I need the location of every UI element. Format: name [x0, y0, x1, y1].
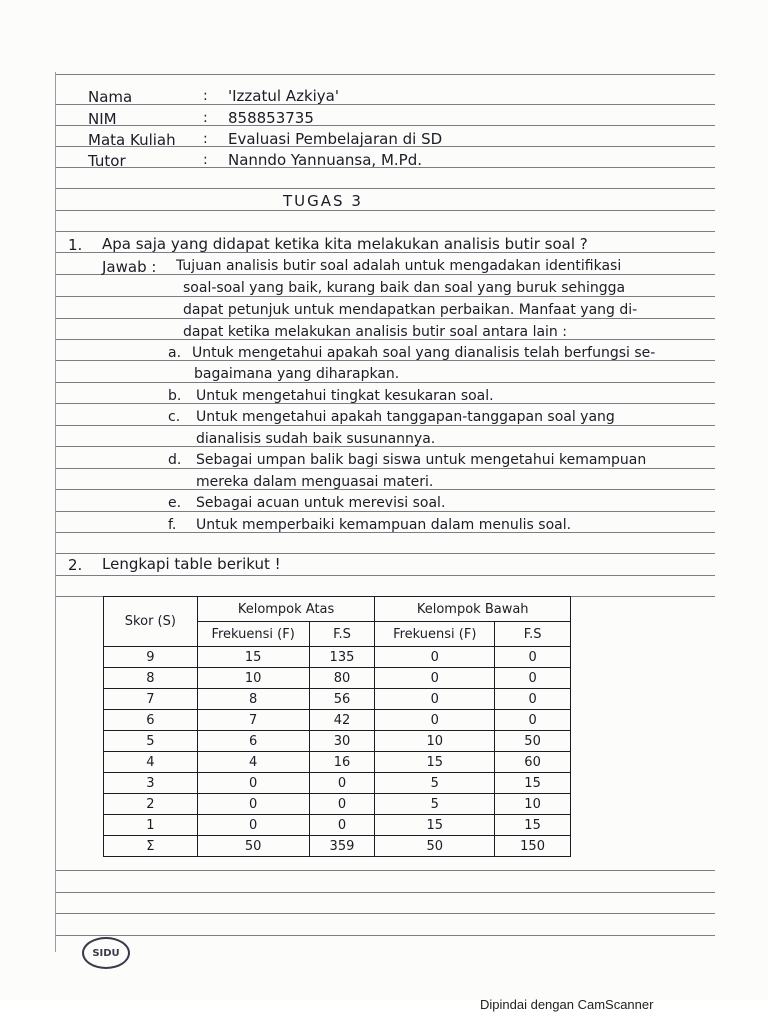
table-cell: 10 — [197, 668, 309, 689]
item-marker: f. — [168, 517, 177, 533]
table-cell: Σ — [104, 836, 198, 857]
table-cell: 16 — [309, 752, 375, 773]
ruled-line — [55, 870, 715, 871]
table-row — [104, 647, 571, 668]
ruled-line — [55, 553, 715, 554]
item-text: Sebagai umpan balik bagi siswa untuk mengetahui kemampuan — [196, 452, 647, 468]
table-cell: 4 — [197, 752, 309, 773]
table-cell: 80 — [309, 668, 375, 689]
table-row — [104, 815, 571, 836]
table-cell: 15 — [375, 815, 495, 836]
table-cell: 0 — [375, 689, 495, 710]
tutor-colon: : — [203, 152, 208, 168]
item-text: Untuk mengetahui apakah tanggapan-tanggapan soal yang — [196, 409, 615, 425]
table-cell: 0 — [375, 647, 495, 668]
table-cell: 0 — [309, 773, 375, 794]
table-row — [104, 773, 571, 794]
item-text: Untuk mengetahui tingkat kesukaran soal. — [196, 388, 494, 404]
table-cell: 15 — [197, 647, 309, 668]
score-table — [103, 596, 571, 857]
q2-question: Lengkapi table berikut ! — [102, 555, 281, 573]
bawah-fs-header: F.S — [495, 622, 571, 647]
ruled-line — [55, 210, 715, 211]
answer-line: dapat petunjuk untuk mendapatkan perbaikan. Manfaat yang di- — [183, 302, 638, 318]
table-cell: 150 — [495, 836, 571, 857]
scanner-watermark: Dipindai dengan CamScanner — [480, 997, 654, 1012]
group-bawah-header: Kelompok Bawah — [375, 597, 571, 622]
table-cell: 60 — [495, 752, 571, 773]
tutor-value: Nanndo Yannuansa, M.Pd. — [228, 151, 422, 169]
item-marker: d. — [168, 452, 182, 468]
table-row — [104, 668, 571, 689]
ruled-line — [55, 511, 715, 512]
table-cell: 0 — [309, 815, 375, 836]
table-cell: 15 — [495, 815, 571, 836]
table-cell: 1 — [104, 815, 198, 836]
ruled-line — [55, 892, 715, 893]
atas-frekuensi-header: Frekuensi (F) — [197, 622, 309, 647]
page-title: TUGAS 3 — [283, 192, 363, 210]
item-marker: a. — [168, 345, 182, 361]
nama-value: 'Izzatul Azkiya' — [228, 87, 339, 105]
answer-line: Tujuan analisis butir soal adalah untuk mengadakan identifikasi — [176, 258, 622, 274]
nim-label: NIM — [88, 110, 117, 128]
table-cell: 15 — [375, 752, 495, 773]
table-cell: 10 — [375, 731, 495, 752]
ruled-line — [55, 575, 715, 576]
group-atas-header: Kelompok Atas — [197, 597, 375, 622]
atas-fs-header: F.S — [309, 622, 375, 647]
table-cell: 0 — [375, 668, 495, 689]
item-marker: b. — [168, 388, 182, 404]
table-cell: 5 — [375, 773, 495, 794]
q2-number: 2. — [68, 556, 83, 574]
item-text: Sebagai acuan untuk merevisi soal. — [196, 495, 446, 511]
table-row — [104, 752, 571, 773]
table-cell: 0 — [495, 710, 571, 731]
ruled-line — [55, 913, 715, 914]
table-cell: 50 — [197, 836, 309, 857]
margin-line — [55, 72, 56, 952]
item-text: bagaimana yang diharapkan. — [194, 366, 400, 382]
table-cell: 30 — [309, 731, 375, 752]
ruled-line — [55, 318, 715, 319]
nim-value: 858853735 — [228, 109, 314, 127]
matkul-colon: : — [203, 131, 208, 147]
item-marker: e. — [168, 495, 182, 511]
table-cell: 50 — [375, 836, 495, 857]
table-row — [104, 836, 571, 857]
table-cell: 0 — [197, 815, 309, 836]
matkul-label: Mata Kuliah — [88, 131, 176, 149]
table-cell: 5 — [375, 794, 495, 815]
q1-number: 1. — [68, 236, 83, 254]
table-cell: 10 — [495, 794, 571, 815]
table-cell: 15 — [495, 773, 571, 794]
table-cell: 0 — [197, 773, 309, 794]
item-text: mereka dalam menguasai materi. — [196, 474, 434, 490]
table-cell: 9 — [104, 647, 198, 668]
table-cell: 2 — [104, 794, 198, 815]
table-row — [104, 731, 571, 752]
ruled-line — [55, 125, 715, 126]
table-cell: 5 — [104, 731, 198, 752]
ruled-line — [55, 468, 715, 469]
answer-line: soal-soal yang baik, kurang baik dan soal yang buruk sehingga — [183, 280, 626, 296]
table-cell: 7 — [104, 689, 198, 710]
table-cell: 3 — [104, 773, 198, 794]
ruled-line — [55, 935, 715, 936]
table-cell: 56 — [309, 689, 375, 710]
table-cell: 6 — [197, 731, 309, 752]
table-cell: 0 — [197, 794, 309, 815]
table-cell: 0 — [495, 647, 571, 668]
ruled-line — [55, 231, 715, 232]
col-skor-header: Skor (S) — [104, 597, 198, 647]
matkul-value: Evaluasi Pembelajaran di SD — [228, 130, 443, 148]
table-cell: 0 — [375, 710, 495, 731]
ruled-line — [55, 382, 715, 383]
nama-colon: : — [203, 88, 208, 104]
bawah-frekuensi-header: Frekuensi (F) — [375, 622, 495, 647]
ruled-line — [55, 296, 715, 297]
table-row — [104, 794, 571, 815]
nim-colon: : — [203, 110, 208, 126]
answer-line: dapat ketika melakukan analisis butir soal antara lain : — [183, 324, 567, 340]
ruled-line — [55, 188, 715, 189]
table-cell: 0 — [495, 668, 571, 689]
sidu-logo: SIDU — [82, 937, 130, 969]
item-text: dianalisis sudah baik susunannya. — [196, 431, 436, 447]
table-cell: 0 — [495, 689, 571, 710]
item-text: Untuk memperbaiki kemampuan dalam menulis soal. — [196, 517, 572, 533]
table-cell: 8 — [197, 689, 309, 710]
ruled-line — [55, 74, 715, 75]
table-cell: 359 — [309, 836, 375, 857]
ruled-line — [55, 425, 715, 426]
nama-label: Nama — [88, 88, 133, 106]
table-cell: 6 — [104, 710, 198, 731]
ruled-line — [55, 104, 715, 105]
table-cell: 4 — [104, 752, 198, 773]
item-marker: c. — [168, 409, 181, 425]
table-row — [104, 689, 571, 710]
table-cell: 42 — [309, 710, 375, 731]
table-cell: 50 — [495, 731, 571, 752]
q1-question: Apa saja yang didapat ketika kita melakukan analisis butir soal ? — [102, 235, 588, 253]
table-cell: 7 — [197, 710, 309, 731]
score-table-body — [104, 647, 571, 857]
table-row — [104, 710, 571, 731]
table-cell: 0 — [309, 794, 375, 815]
table-cell: 135 — [309, 647, 375, 668]
q1-answer-label: Jawab : — [102, 258, 157, 276]
item-text: Untuk mengetahui apakah soal yang dianalisis telah berfungsi se- — [192, 345, 656, 361]
tutor-label: Tutor — [88, 152, 126, 170]
table-cell: 8 — [104, 668, 198, 689]
